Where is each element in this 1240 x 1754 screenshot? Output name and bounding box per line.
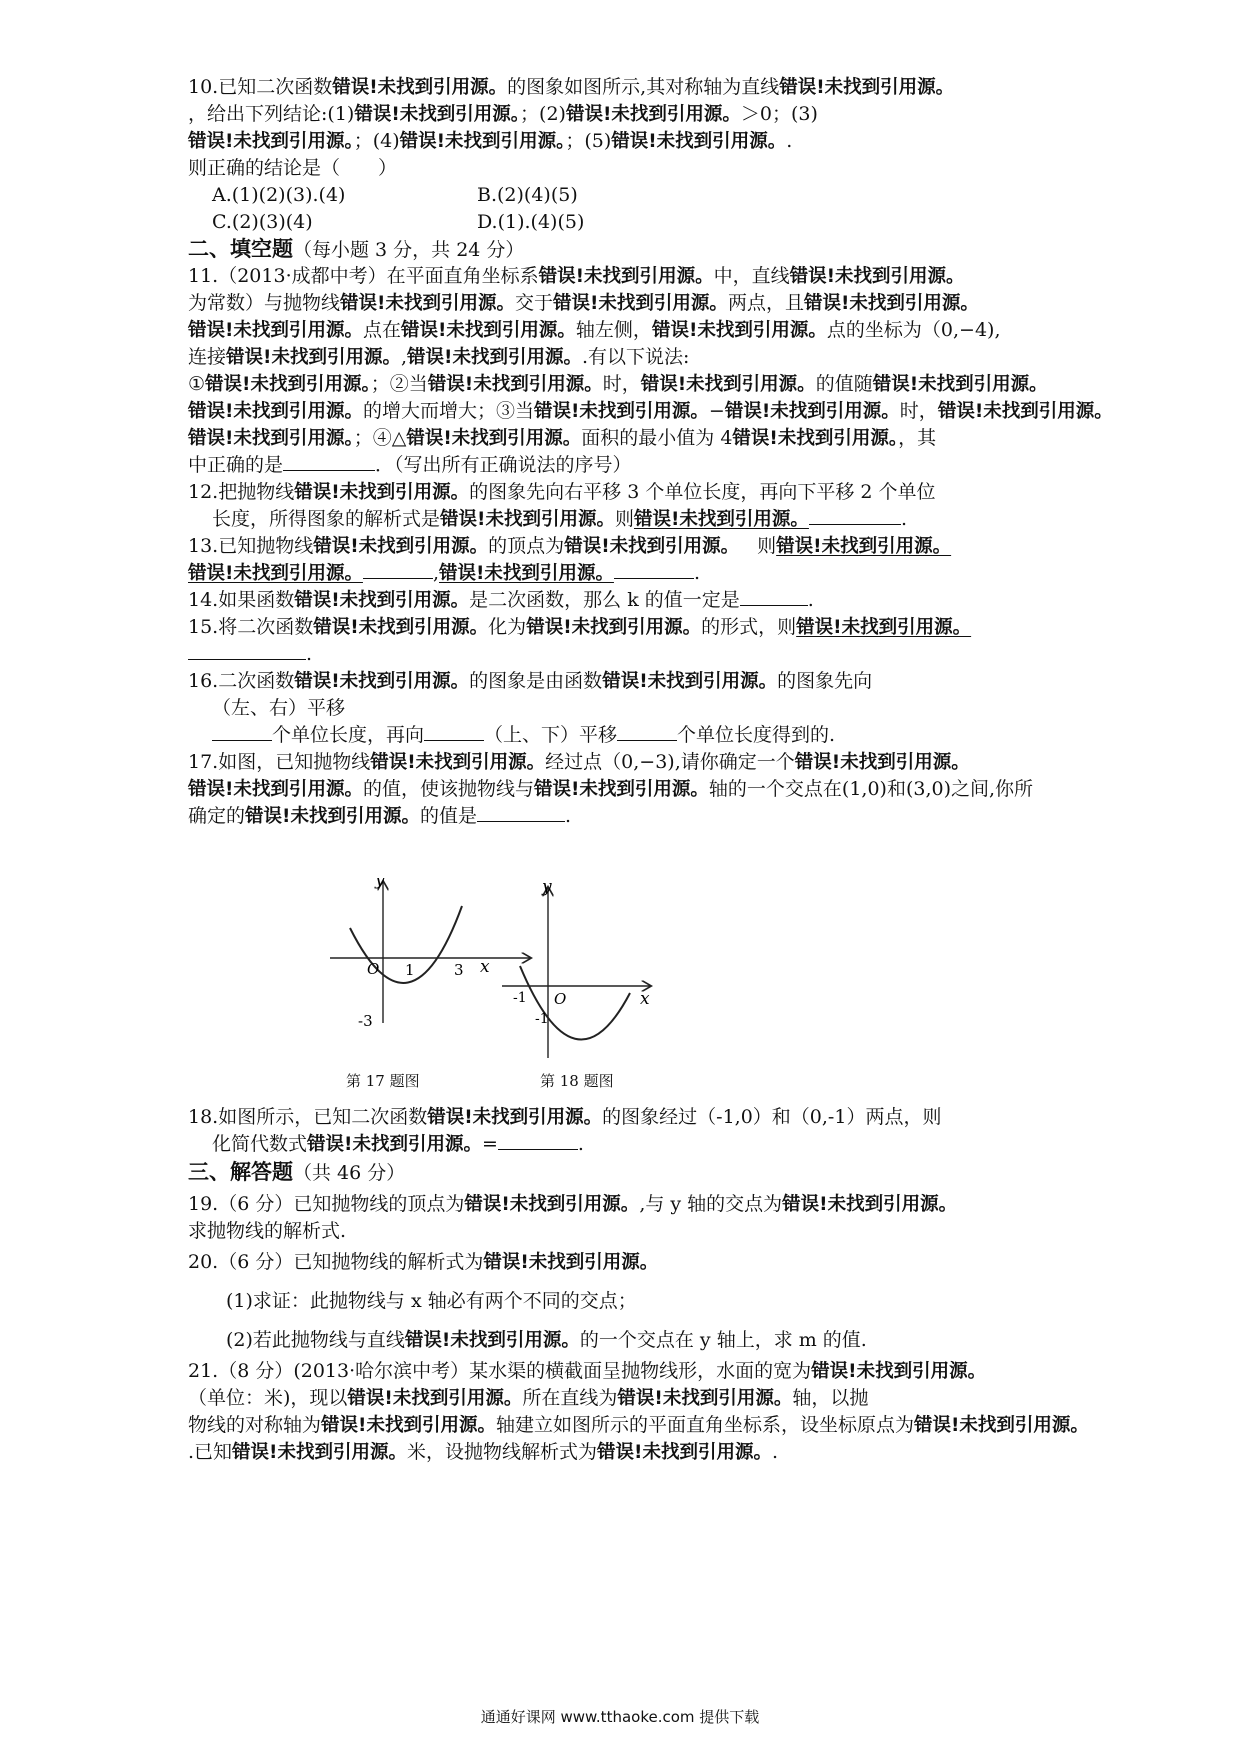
- q21-line2: （单位：米)，现以错误!未找到引用源。所在直线为错误!未找到引用源。轴，以抛: [188, 1387, 869, 1409]
- q21-line3: 物线的对称轴为错误!未找到引用源。轴建立如图所示的平面直角坐标系，设坐标原点为错误!未找到引用源。: [188, 1414, 1089, 1436]
- q11-answer-blank[interactable]: [283, 452, 375, 471]
- q12-answer-blank[interactable]: [809, 506, 901, 525]
- figures-svg: [330, 878, 770, 1098]
- page-footer: 通通好课网 www.tthaoke.com 提供下载: [480, 1708, 760, 1726]
- q15-line2: .: [188, 641, 1068, 667]
- q11-line4: 连接错误!未找到引用源。,错误!未找到引用源。.有以下说法:: [188, 346, 690, 368]
- q17-line3: 确定的错误!未找到引用源。的值是 .: [188, 805, 572, 827]
- q14-answer-blank[interactable]: [740, 587, 808, 606]
- fig18-origin-label: O: [554, 990, 567, 1008]
- q20-part1: (1)求证：此抛物线与 x 轴必有两个不同的交点；: [226, 1290, 637, 1312]
- q16-blank-3[interactable]: [617, 722, 677, 741]
- q19-line1: 19.（6 分）已知抛物线的顶点为错误!未找到引用源。,与 y 轴的交点为错误!未找到引用源。: [188, 1193, 958, 1215]
- q20-part2: (2)若此抛物线与直线错误!未找到引用源。的一个交点在 y 轴上，求 m 的值.: [226, 1329, 867, 1351]
- q14-line: 14.如果函数错误!未找到引用源。是二次函数，那么 k 的值一定是 .: [188, 589, 814, 611]
- q17-line1: 17.如图，已知抛物线错误!未找到引用源。经过点（0,−3),请你确定一个错误!未找到引用源。: [188, 751, 970, 773]
- fig18-tick-minus1-x: -1: [513, 990, 527, 1006]
- fig17-tick-minus3: -3: [358, 1012, 373, 1030]
- q12-line2: 长度，所得图象的解析式是错误!未找到引用源。则错误!未找到引用源。 .: [212, 508, 907, 530]
- q10-option-d: D.(1).(4)(5): [477, 211, 585, 233]
- q13-line2: 错误!未找到引用源。 ,错误!未找到引用源。 .: [188, 562, 700, 584]
- q16-line2: （左、右）平移: [212, 697, 346, 719]
- fig17-y-label: y: [375, 878, 385, 890]
- fig17-x-label: x: [480, 957, 490, 977]
- q10-options-row1: [212, 182, 1092, 208]
- q11-line1: 11.（2013·成都中考）在平面直角坐标系错误!未找到引用源。中，直线错误!未找到引用源。: [188, 265, 965, 287]
- q18-line1: 18.如图所示，已知二次函数错误!未找到引用源。的图象经过（-1,0）和（0,-1）两点，则: [188, 1106, 942, 1128]
- q16-line1: 16.二次函数错误!未找到引用源。的图象是由函数错误!未找到引用源。的图象先向: [188, 670, 873, 692]
- q10-options-row2: [212, 209, 1092, 235]
- q11-line2: 为常数）与抛物线错误!未找到引用源。交于错误!未找到引用源。两点，且错误!未找到引用源。: [188, 292, 979, 314]
- q12-line1: 12.把抛物线错误!未找到引用源。的图象先向右平移 3 个单位长度，再向下平移 2 个单位: [188, 481, 936, 503]
- fig17-tick-3: 3: [454, 961, 464, 979]
- q11-line8: 中正确的是 ．（写出所有正确说法的序号）: [188, 454, 632, 476]
- q18-line2: 化简代数式错误!未找到引用源。= .: [212, 1133, 584, 1155]
- section3-heading: 三、解答题（共 46 分）: [188, 1159, 406, 1184]
- q11-line7: 错误!未找到引用源。；④△错误!未找到引用源。面积的最小值为 4错误!未找到引用源。，其: [188, 427, 937, 449]
- q16-blank-2[interactable]: [424, 722, 484, 741]
- fig18-parabola: [520, 966, 630, 1040]
- q15-line1: 15.将二次函数错误!未找到引用源。化为错误!未找到引用源。的形式，则错误!未找到引用源。: [188, 616, 972, 638]
- q10-line3: 错误!未找到引用源。；(4)错误!未找到引用源。；(5)错误!未找到引用源。.: [188, 130, 793, 152]
- q10-option-c: C.(2)(3)(4): [212, 211, 313, 233]
- fig17-tick-1: 1: [405, 961, 415, 979]
- q10-line1: 10.已知二次函数错误!未找到引用源。的图象如图所示,其对称轴为直线错误!未找到引用源。: [188, 76, 955, 98]
- q10-prompt: 则正确的结论是（ ）: [188, 157, 398, 179]
- q20-line1: 20.（6 分）已知抛物线的解析式为错误!未找到引用源。: [188, 1251, 659, 1273]
- figures-area: [330, 878, 770, 1098]
- fig17-origin-label: O: [367, 960, 380, 978]
- section2-heading: 二、填空题（每小题 3 分，共 24 分）: [188, 236, 525, 261]
- q13-answer-blank-2[interactable]: [614, 560, 694, 579]
- q17-answer-blank[interactable]: [477, 803, 565, 822]
- q11-line3: 错误!未找到引用源。点在错误!未找到引用源。轴左侧，错误!未找到引用源。点的坐标为（0,−4),: [188, 319, 1001, 341]
- fig18-tick-minus1-y: -1: [535, 1011, 549, 1027]
- fig18-x-label: x: [640, 989, 650, 1009]
- q13-line1: 13.已知抛物线错误!未找到引用源。的顶点为错误!未找到引用源。 则错误!未找到引用源。: [188, 535, 952, 557]
- fig17-caption: 第 17 题图: [346, 1072, 420, 1090]
- figure-17: [330, 878, 530, 1030]
- q19-line2: 求抛物线的解析式.: [188, 1220, 347, 1242]
- q11-line6: 错误!未找到引用源。的增大而增大；③当错误!未找到引用源。−错误!未找到引用源。时，错误!未找到引用源。: [188, 400, 1113, 422]
- q15-answer-blank[interactable]: [188, 641, 306, 660]
- q10-option-a: A.(1)(2)(3).(4): [212, 184, 346, 206]
- q11-line5: ①错误!未找到引用源。；②当错误!未找到引用源。时，错误!未找到引用源。的值随错误!未找到引用源。: [188, 373, 1048, 395]
- q16-blank-1[interactable]: [212, 722, 272, 741]
- fig18-y-label: y: [542, 878, 552, 897]
- q17-line2: 错误!未找到引用源。的值，使该抛物线与错误!未找到引用源。轴的一个交点在(1,0)和(3,0)之间,你所: [188, 778, 1034, 800]
- q13-answer-blank-1[interactable]: [363, 560, 433, 579]
- figure-18: [502, 878, 650, 1058]
- fig18-caption: 第 18 题图: [540, 1072, 614, 1090]
- q18-answer-blank[interactable]: [498, 1131, 578, 1150]
- q21-line1: 21.（8 分）(2013·哈尔滨中考）某水渠的横截面呈抛物线形，水面的宽为错误!未找到引用源。: [188, 1360, 987, 1382]
- q16-line3: 个单位长度，再向 （上、下）平移 个单位长度得到的.: [212, 722, 1092, 748]
- q10-line2: ，给出下列结论:(1)错误!未找到引用源。；(2)错误!未找到引用源。＞0；(3): [188, 103, 818, 125]
- q21-line4: .已知错误!未找到引用源。米，设抛物线解析式为错误!未找到引用源。.: [188, 1441, 779, 1463]
- q10-option-b: B.(2)(4)(5): [477, 184, 578, 206]
